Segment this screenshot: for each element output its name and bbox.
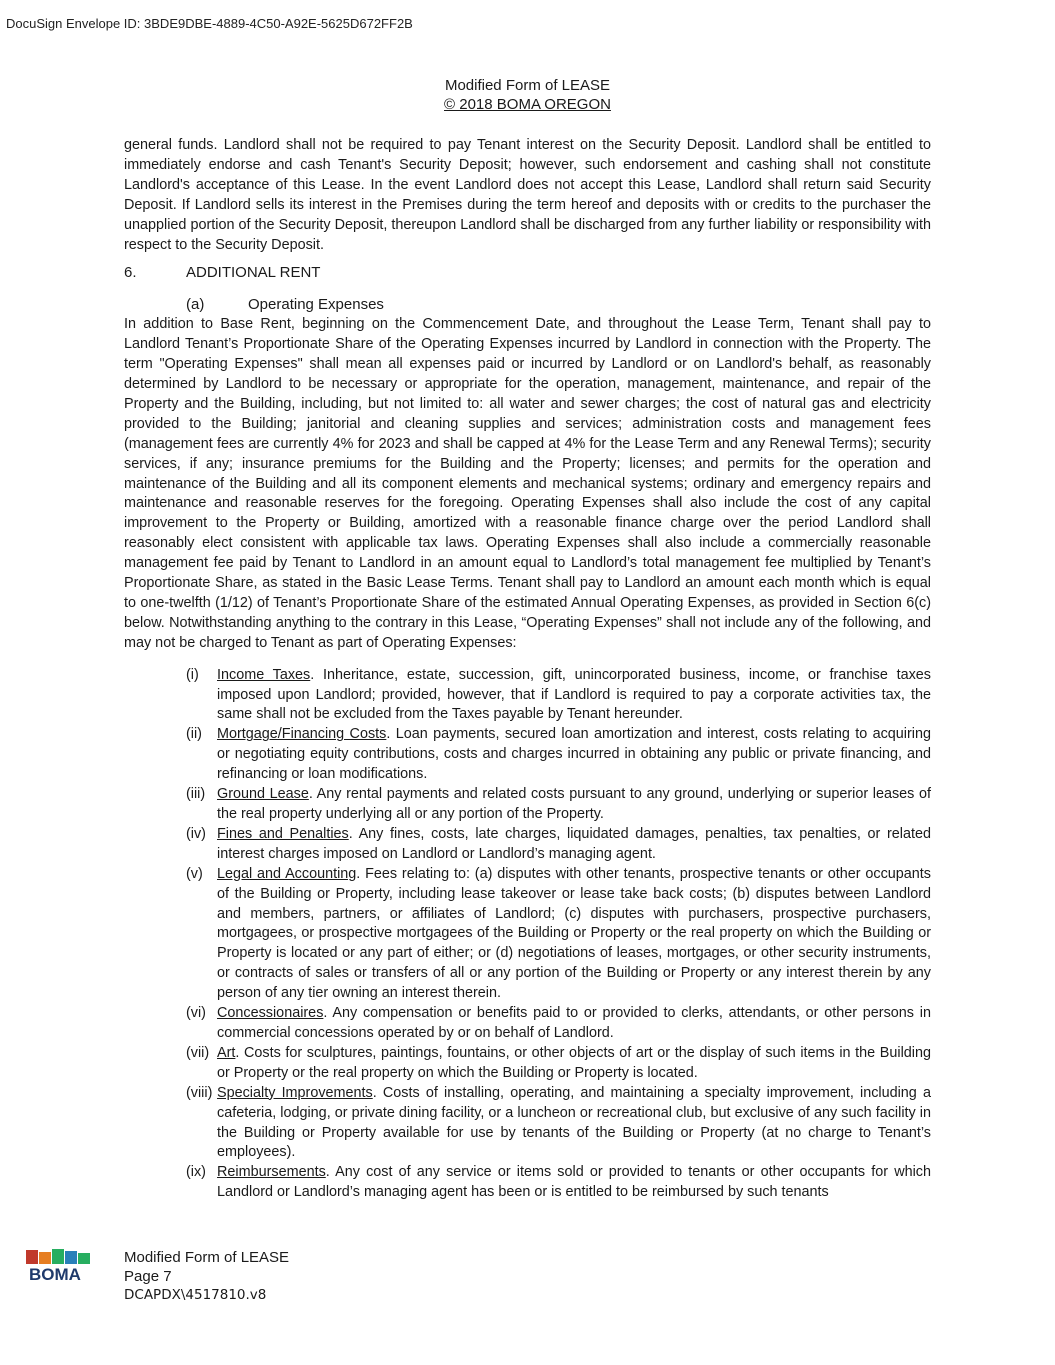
page-number: Page 7 xyxy=(124,1268,172,1285)
list-item-text: . Costs of installing, operating, and maintaining a specialty improvement, including a cafeteria, lodging, or private dining facility, or a luncheon or recreational club, but exclusive of any such facility in the Building or Property available for use by tenants of the Building or Property (at no charge to Tenant’s employees). xyxy=(217,1084,931,1161)
header-title: Modified Form of LEASE xyxy=(444,77,611,94)
list-item-text: . Any fines, costs, late charges, liquidated damages, penalties, tax penalties, or related interest charges imposed on Landlord or Landlord’s managing agent. xyxy=(217,825,931,862)
list-item-term: Reimbursements xyxy=(217,1164,326,1181)
page-header xyxy=(0,76,1055,114)
list-item xyxy=(124,1084,931,1164)
logo-text: BOMA xyxy=(29,1265,81,1284)
list-item-term: Income Taxes xyxy=(217,666,311,683)
list-item-mark: (vi) xyxy=(186,1005,206,1022)
list-item xyxy=(124,1163,931,1203)
section-number: 6. xyxy=(124,264,137,282)
list-item xyxy=(124,1044,931,1084)
list-item xyxy=(124,865,931,1004)
list-item-text: . Any compensation or benefits paid to or provided to clerks, attendants, or other persons in commercial concessions operated by or on behalf of Landlord. xyxy=(217,1005,931,1041)
list-item xyxy=(124,666,931,726)
list-item-mark: (viii) xyxy=(186,1084,213,1101)
page-footer xyxy=(124,1248,289,1305)
document-body xyxy=(124,136,931,1203)
subsection-number: (a) xyxy=(186,296,205,314)
section-title: ADDITIONAL RENT xyxy=(186,264,321,282)
list-item-term: Mortgage/Financing Costs xyxy=(217,726,387,743)
list-item-term: Specialty Improvements xyxy=(217,1084,373,1101)
list-item-term: Ground Lease xyxy=(217,786,309,803)
section-heading xyxy=(124,263,931,283)
list-item-text: . Inheritance, estate, succession, gift, unincorporated business, income, or franchise taxes imposed upon Landlord; provided, however, that if Landlord is required to pay a corporate activities tax, the same shall not be excluded from the Taxes payable by Tenant hereunder. xyxy=(217,666,931,723)
list-item-text: . Any cost of any service or items sold or provided to tenants or other occupants for which Landlord or Landlord’s managing agent has been or is entitled to be reimbursed by such tenants xyxy=(217,1164,931,1201)
list-item xyxy=(124,825,931,865)
operating-expenses-paragraph: In addition to Base Rent, beginning on the Commencement Date, and throughout the Lease Term, Tenant shall pay to Landlord Tenant’s Proportionate Share of the Operating Expenses incurred by Landlord in connection with the Property. The term "Operating Expenses" shall mean all expenses paid or incurred by Landlord or on Landlord's behalf, as reasonably determined by Landlord to be necessary or appropriate for the operation, management, maintenance, and repair of the Property and the Building, including, but not limited to: all water and sewer charges; the cost of natural gas and electricity provided to the Building; janitorial and cleaning supplies and services; administration costs and management fees (management fees are currently 4% for 2023 and shall be capped at 4% for the Lease Term and any Renewal Terms); security services, if any; insurance premiums for the Building and the Property; licenses; and permits for the operation and maintenance of the Building and all its component elements and mechanical systems; ordinary and emergency repairs and maintenance and reasonable reserves for the foregoing. Operating Expenses shall also include the cost of any capital improvement to the Property or Building, amortized with a reasonable finance charge over the period Landlord shall reasonably elect consistent with applicable tax laws. Operating Expenses shall also include a commercially reasonable management fee paid by Tenant to Landlord in an amount equal to Landlord’s total management fee multiplied by Tenant’s Proportionate Share, as stated in the Basic Lease Terms. Tenant shall pay to Landlord an amount each month which is equal to one-twelfth (1/12) of Tenant’s Proportionate Share of the estimated Annual Operating Expenses, as provided in Section 6(c) below. Notwithstanding anything to the contrary in this Lease, “Operating Expenses” shall not include any of the following, and may not be charged to Tenant as part of Operating Expenses: xyxy=(124,316,931,651)
list-item xyxy=(124,1004,931,1044)
list-item-text: . Fees relating to: (a) disputes with other tenants, prospective tenants or other occupants of the Building or Property, including lease takeover or lease take back costs; (b) disputes between Landlord and members, partners, or affiliates of Landlord; (c) disputes with purchasers, prospective purchasers, mortgagees, or prospective mortgagees of the Building or Property or the real property on which the Building or Property is located or any part of either; or (d) negotiations of leases, mortgages, or other security instruments, or contracts of sales or transfers of all or any portion of the Building or Property or any interest therein by any person of any tier owning an interest therein. xyxy=(217,865,931,1002)
list-item-text: . Any rental payments and related costs pursuant to any ground, underlying or superior leases of the real property underlying all or any portion of the Property. xyxy=(217,786,931,822)
boma-logo xyxy=(26,1248,96,1284)
list-item-mark: (ii) xyxy=(186,726,202,743)
list-item-term: Legal and Accounting xyxy=(217,865,357,882)
subsection-heading xyxy=(124,295,931,315)
list-item-term: Art xyxy=(217,1044,236,1061)
list-item-mark: (i) xyxy=(186,666,199,683)
list-item-text: . Loan payments, secured loan amortization and interest, costs relating to acquiring or negotiating equity contributions, costs and charges incurred in obtaining any public or private financing, and refinancing or loan modifications. xyxy=(217,726,931,783)
list-item-mark: (ix) xyxy=(186,1164,206,1181)
list-item xyxy=(124,785,931,825)
logo-block xyxy=(65,1251,77,1264)
logo-block xyxy=(39,1252,51,1264)
intro-paragraph: general funds. Landlord shall not be required to pay Tenant interest on the Security Deposit. Landlord shall be entitled to immediately endorse and cash Tenant's Security Deposit; however, such endorsement and cashing shall not constitute Landlord's acceptance of this Lease. In the event Landlord does not accept this Lease, Landlord shall return said Security Deposit. If Landlord sells its interest in the Premises during the term hereof and deposits with or credits to the purchaser the unapplied portion of the Security Deposit, thereupon Landlord shall be discharged from any further liability or responsibility with respect to the Security Deposit. xyxy=(124,137,931,253)
document-code: DCAPDX\4517810.v8 xyxy=(124,1287,267,1303)
list-item-term: Concessionaires xyxy=(217,1005,324,1022)
logo-block xyxy=(52,1249,64,1264)
list-item-mark: (vii) xyxy=(186,1044,210,1061)
list-item-mark: (iii) xyxy=(186,786,206,803)
list-item xyxy=(124,725,931,785)
header-copyright: © 2018 BOMA OREGON xyxy=(444,96,611,113)
docusign-envelope-id: DocuSign Envelope ID: 3BDE9DBE-4889-4C50-A92E-5625D672FF2B xyxy=(6,16,413,31)
exclusions-list xyxy=(124,666,931,1203)
list-item-term: Fines and Penalties xyxy=(217,825,349,842)
logo-block xyxy=(26,1250,38,1264)
list-item-text: . Costs for sculptures, paintings, fountains, or other objects of art or the display of such items in the Building or Property or the real property on which the Building or Property is located. xyxy=(217,1044,931,1081)
list-item-mark: (iv) xyxy=(186,825,206,842)
footer-title: Modified Form of LEASE xyxy=(124,1249,290,1266)
logo-block xyxy=(78,1253,90,1264)
subsection-title: Operating Expenses xyxy=(248,296,384,314)
list-item-mark: (v) xyxy=(186,865,203,882)
